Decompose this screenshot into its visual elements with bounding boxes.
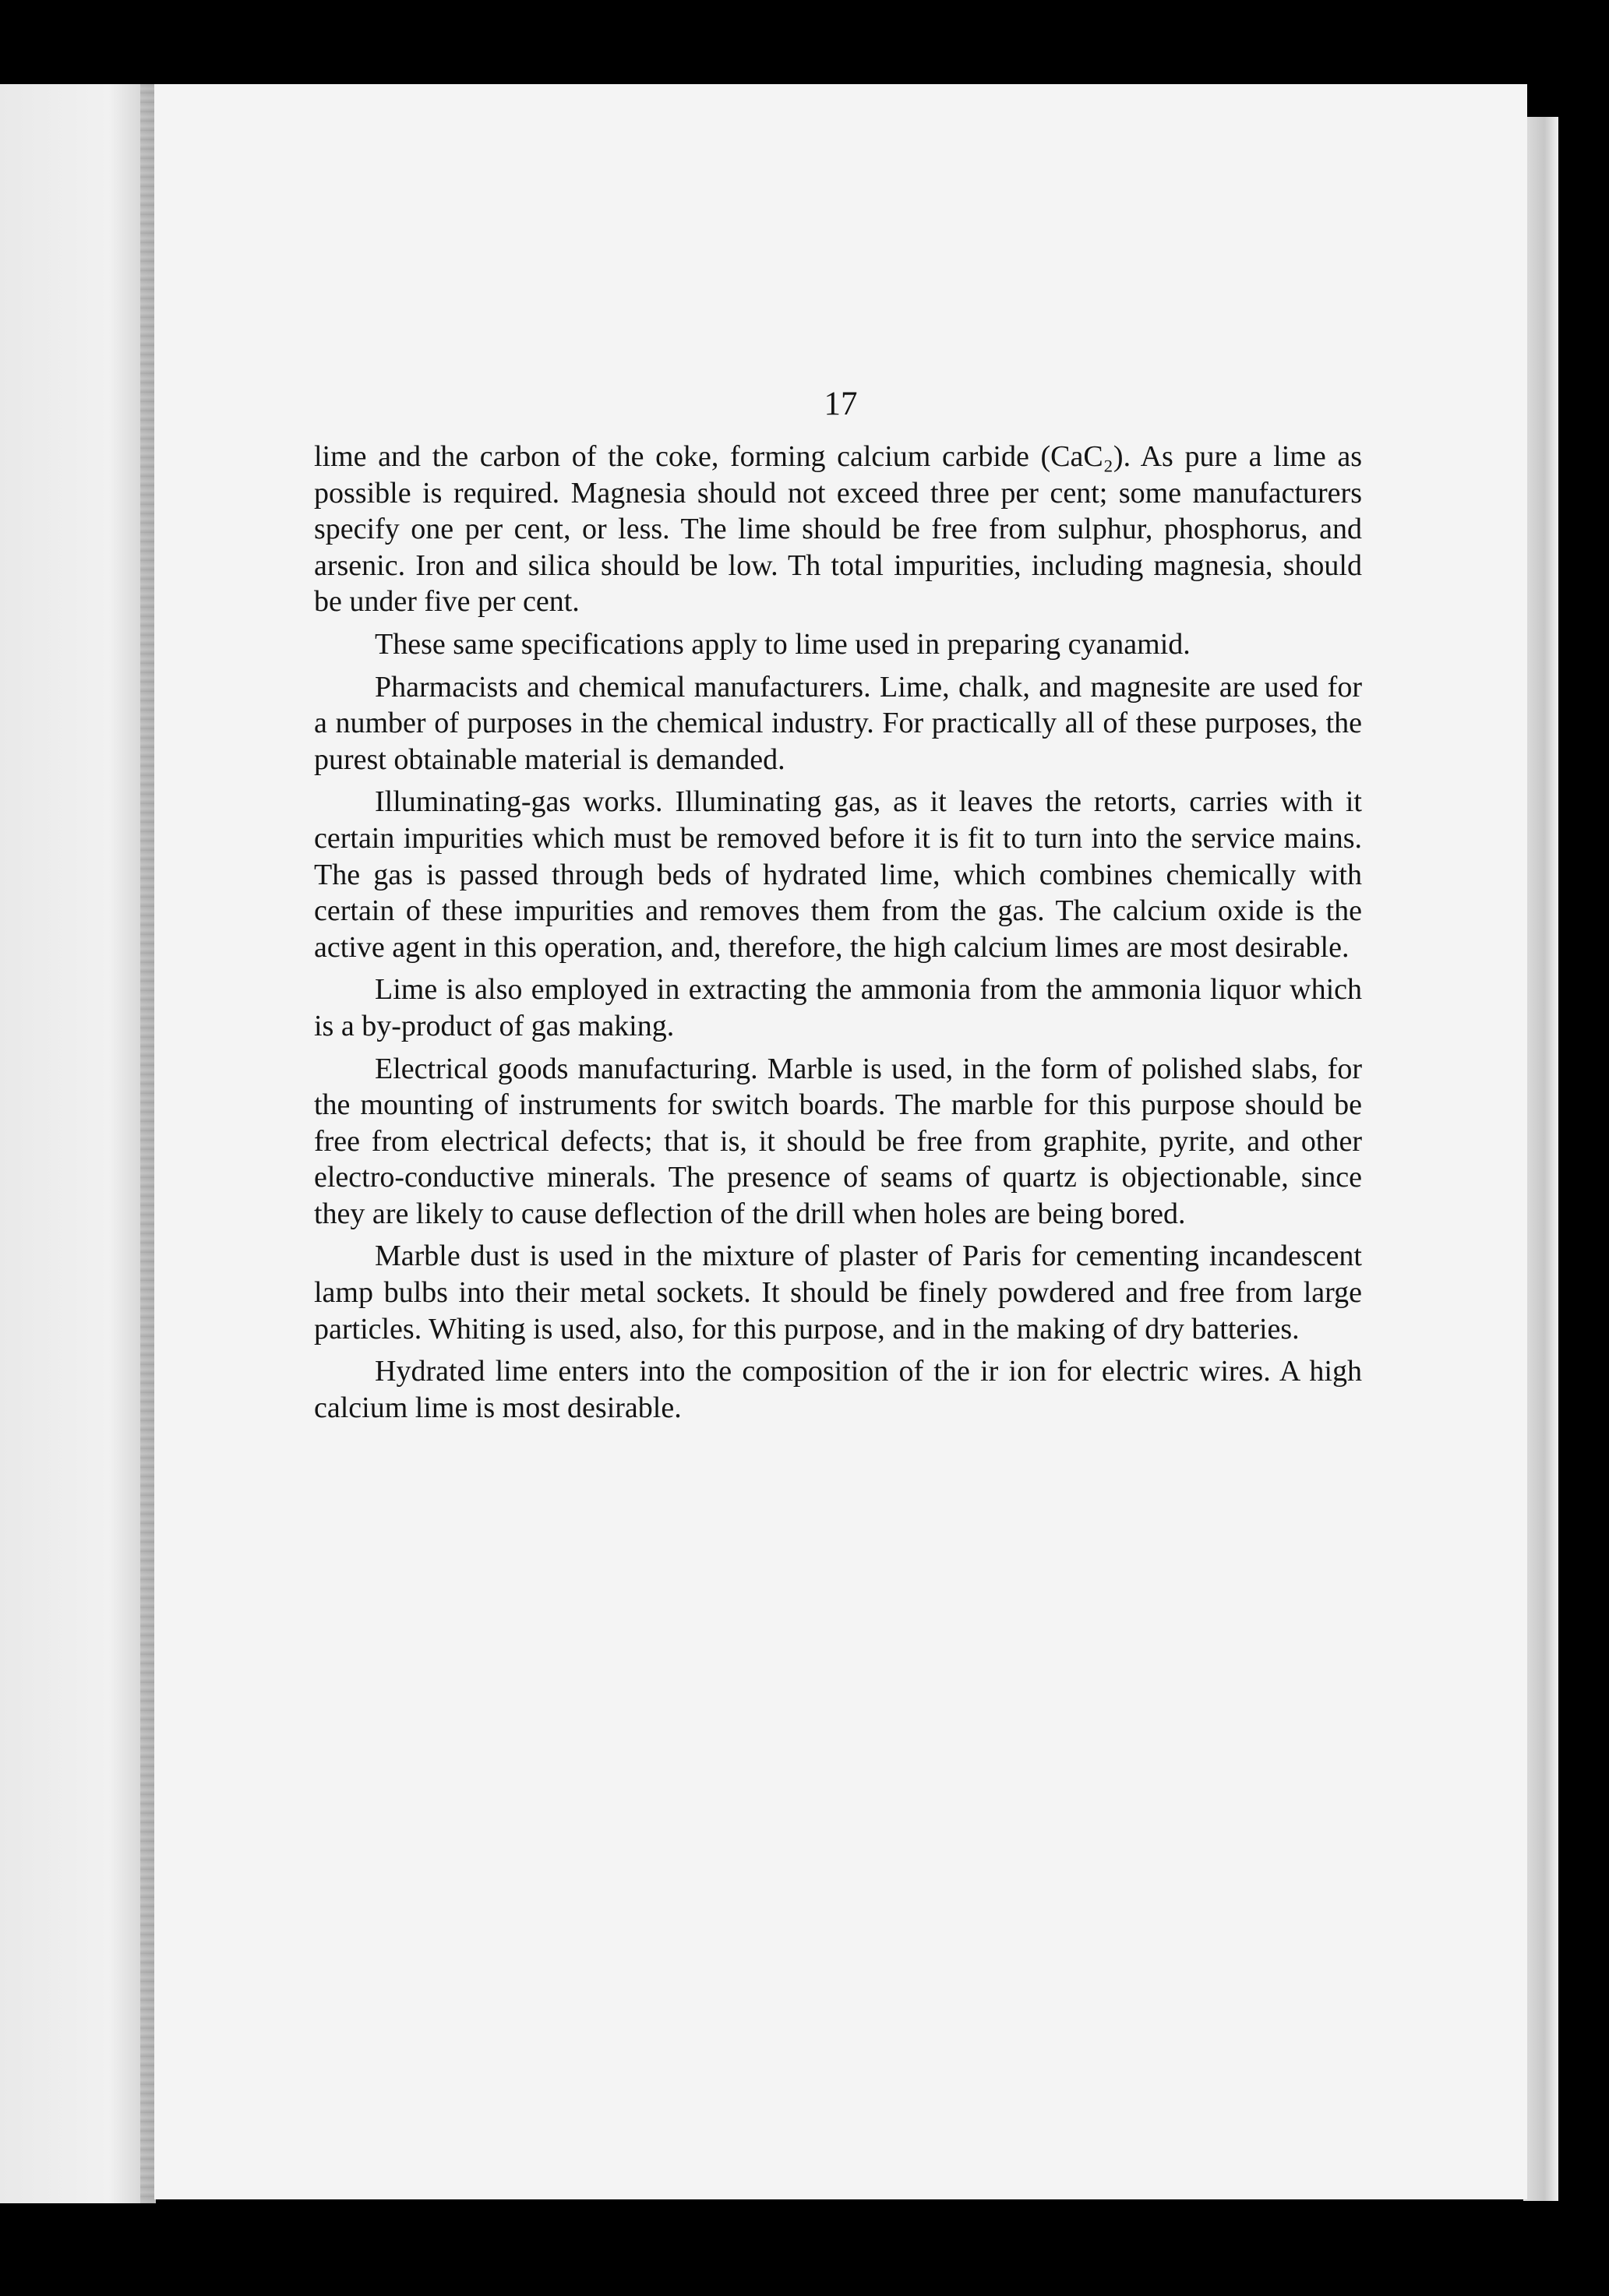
- page-fore-edge: [1523, 117, 1558, 2201]
- paragraph: lime and the carbon of the coke, forming calcium carbide (CaC₂). As pure a lime as possible is required. Magnesia should not exceed three per cent; some manufacturers specify one per cent, or less. The lime should be free from sulphur, phosphorus, and arsenic. Iron and silica should be low. Th total impurities, including magnesia, should be under five per cent.: [314, 440, 1362, 619]
- paragraph: Electrical goods manufacturing. Marble is used, in the form of polished slabs, for the mounting of instruments for switch boards. The marble for this purpose should be free from electrical defects; that is, it should be free from graphite, pyrite, and other electro-conductive minerals. The presence of seams of quartz is objectionable, since they are likely to cause deflection of the drill when holes are being bored.: [314, 1052, 1362, 1230]
- page-number: 17: [824, 386, 858, 422]
- paragraph: Illuminating-gas works. Illuminating gas, as it leaves the retorts, carries with it certain impurities which must be removed before it is fit to turn into the service mains. The gas is passed through beds of hydrated lime, which combines chemically with certain of these impurities and removes them from the gas. The calcium oxide is the active agent in this operation, and, therefore, the high calcium limes are most desirable.: [314, 785, 1362, 964]
- paragraph: Marble dust is used in the mixture of plaster of Paris for cementing incandescent lamp bulbs into their metal sockets. It should be finely powdered and free from large particles. Whiting is used, also, for this purpose, and in the making of dry batteries.: [314, 1240, 1362, 1346]
- paragraph: These same specifications apply to lime used in preparing cyanamid.: [375, 627, 1191, 661]
- paragraph: Lime is also employed in extracting the ammonia from the ammonia liquor which is a by-product of gas making.: [314, 973, 1362, 1042]
- facing-page-edge: [0, 84, 156, 2203]
- book-page: [154, 84, 1527, 2199]
- book-spine: [140, 84, 154, 2203]
- body-text: [314, 439, 1362, 1432]
- paragraph: Hydrated lime enters into the composition of the ir ion for electric wires. A high calcium lime is most desirable.: [314, 1355, 1362, 1424]
- paragraph: Pharmacists and chemical manufacturers. Lime, chalk, and magnesite are used for a number of purposes in the chemical industry. For practically all of these purposes, the purest obtainable material is demanded.: [314, 670, 1362, 776]
